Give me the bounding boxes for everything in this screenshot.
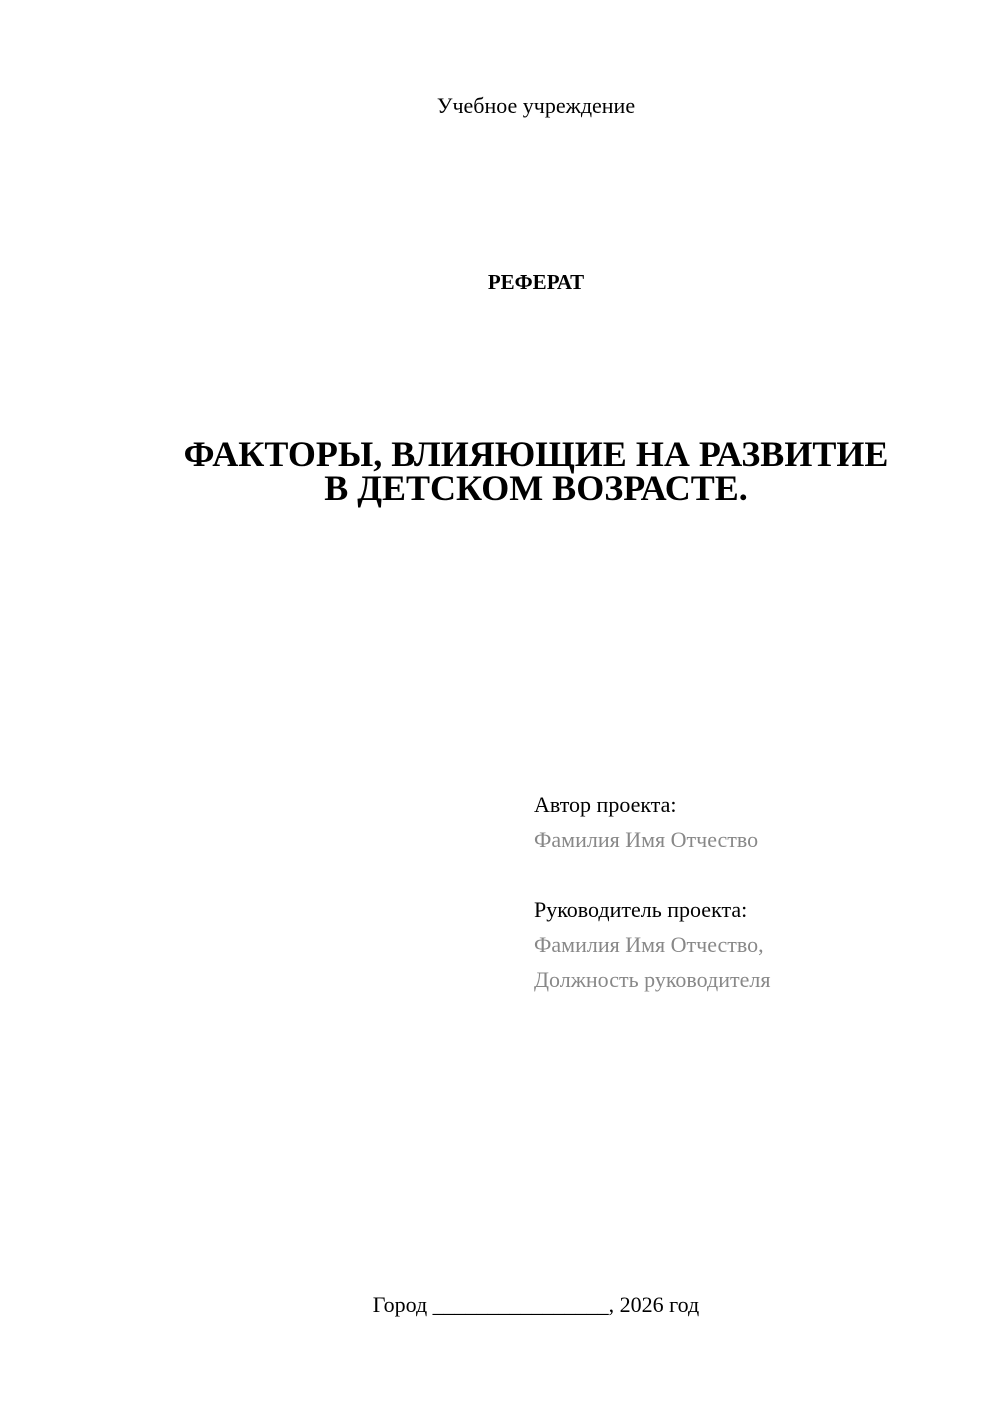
supervisor-name: Фамилия Имя Отчество,: [534, 932, 764, 957]
document-title: [100, 434, 972, 508]
supervisor-position: Должность руководителя: [534, 967, 771, 992]
institution-name: Учебное учреждение: [436, 93, 636, 118]
spacer: [534, 857, 974, 892]
supervisor-label: Руководитель проекта:: [534, 897, 748, 922]
author-name: Фамилия Имя Отчество: [534, 827, 759, 852]
document-title-line-1: ФАКТОРЫ, ВЛИЯЮЩИЕ НА РАЗВИТИЕ: [183, 434, 889, 474]
author-label: Автор проекта:: [534, 792, 677, 817]
city-year-line: Город ________________, 2026 год: [372, 1292, 700, 1317]
project-people-block: [534, 787, 974, 997]
document-type: РЕФЕРАТ: [487, 270, 585, 294]
document-title-line-2: В ДЕТСКОМ ВОЗРАСТЕ.: [324, 468, 748, 508]
